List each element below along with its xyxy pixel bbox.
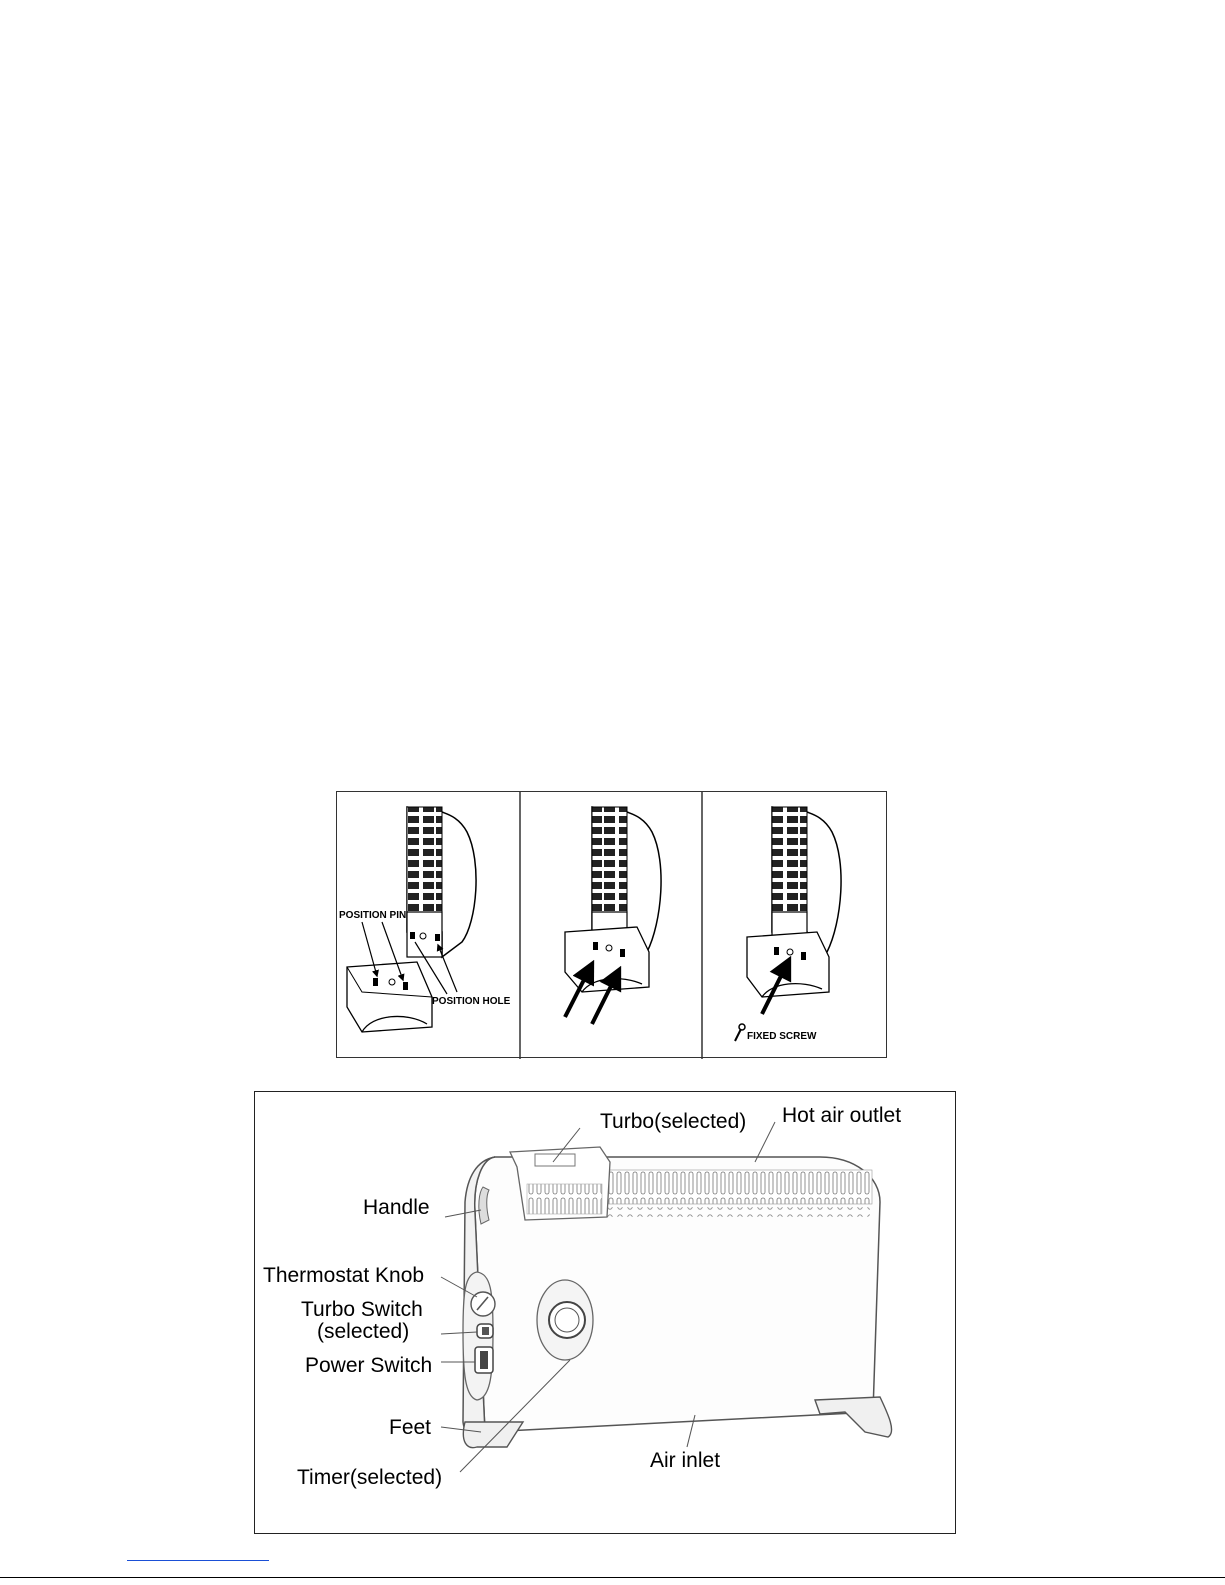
power-switch-label: Power Switch: [305, 1354, 433, 1377]
heater-body: [463, 1147, 892, 1448]
footer-link-underline[interactable]: [127, 1560, 269, 1561]
handle-label: Handle: [363, 1196, 430, 1219]
heater-drawing: [255, 1092, 957, 1535]
timer-label: Timer(selected): [297, 1466, 443, 1489]
heater-overview-figure: [254, 1091, 956, 1534]
turbo-label: Turbo(selected): [600, 1110, 747, 1133]
thermostat-knob-label: Thermostat Knob: [263, 1264, 425, 1287]
step-3-panel: [735, 807, 841, 1042]
assembly-steps-drawing: [337, 792, 888, 1059]
feet-label: Feet: [389, 1416, 432, 1439]
position-hole-label: POSITION HOLE: [432, 996, 511, 1007]
air-inlet-label: Air inlet: [650, 1449, 721, 1472]
screw-icon: [735, 1024, 745, 1041]
fixed-screw-label: FIXED SCREW: [747, 1031, 817, 1042]
hot-air-outlet-label: Hot air outlet: [782, 1104, 902, 1127]
assembly-steps-figure: [336, 791, 887, 1058]
turbo-switch-label: Turbo Switch: [301, 1298, 423, 1321]
step-1-panel: [339, 807, 511, 1032]
left-foot-drawing: [463, 1422, 523, 1448]
right-foot-drawing: [815, 1397, 892, 1437]
step-2-panel: [565, 807, 661, 1024]
turbo-switch-selected-label: (selected): [317, 1320, 410, 1343]
footer-rule: [0, 1577, 1225, 1578]
position-pin-label: POSITION PIN: [339, 910, 407, 921]
